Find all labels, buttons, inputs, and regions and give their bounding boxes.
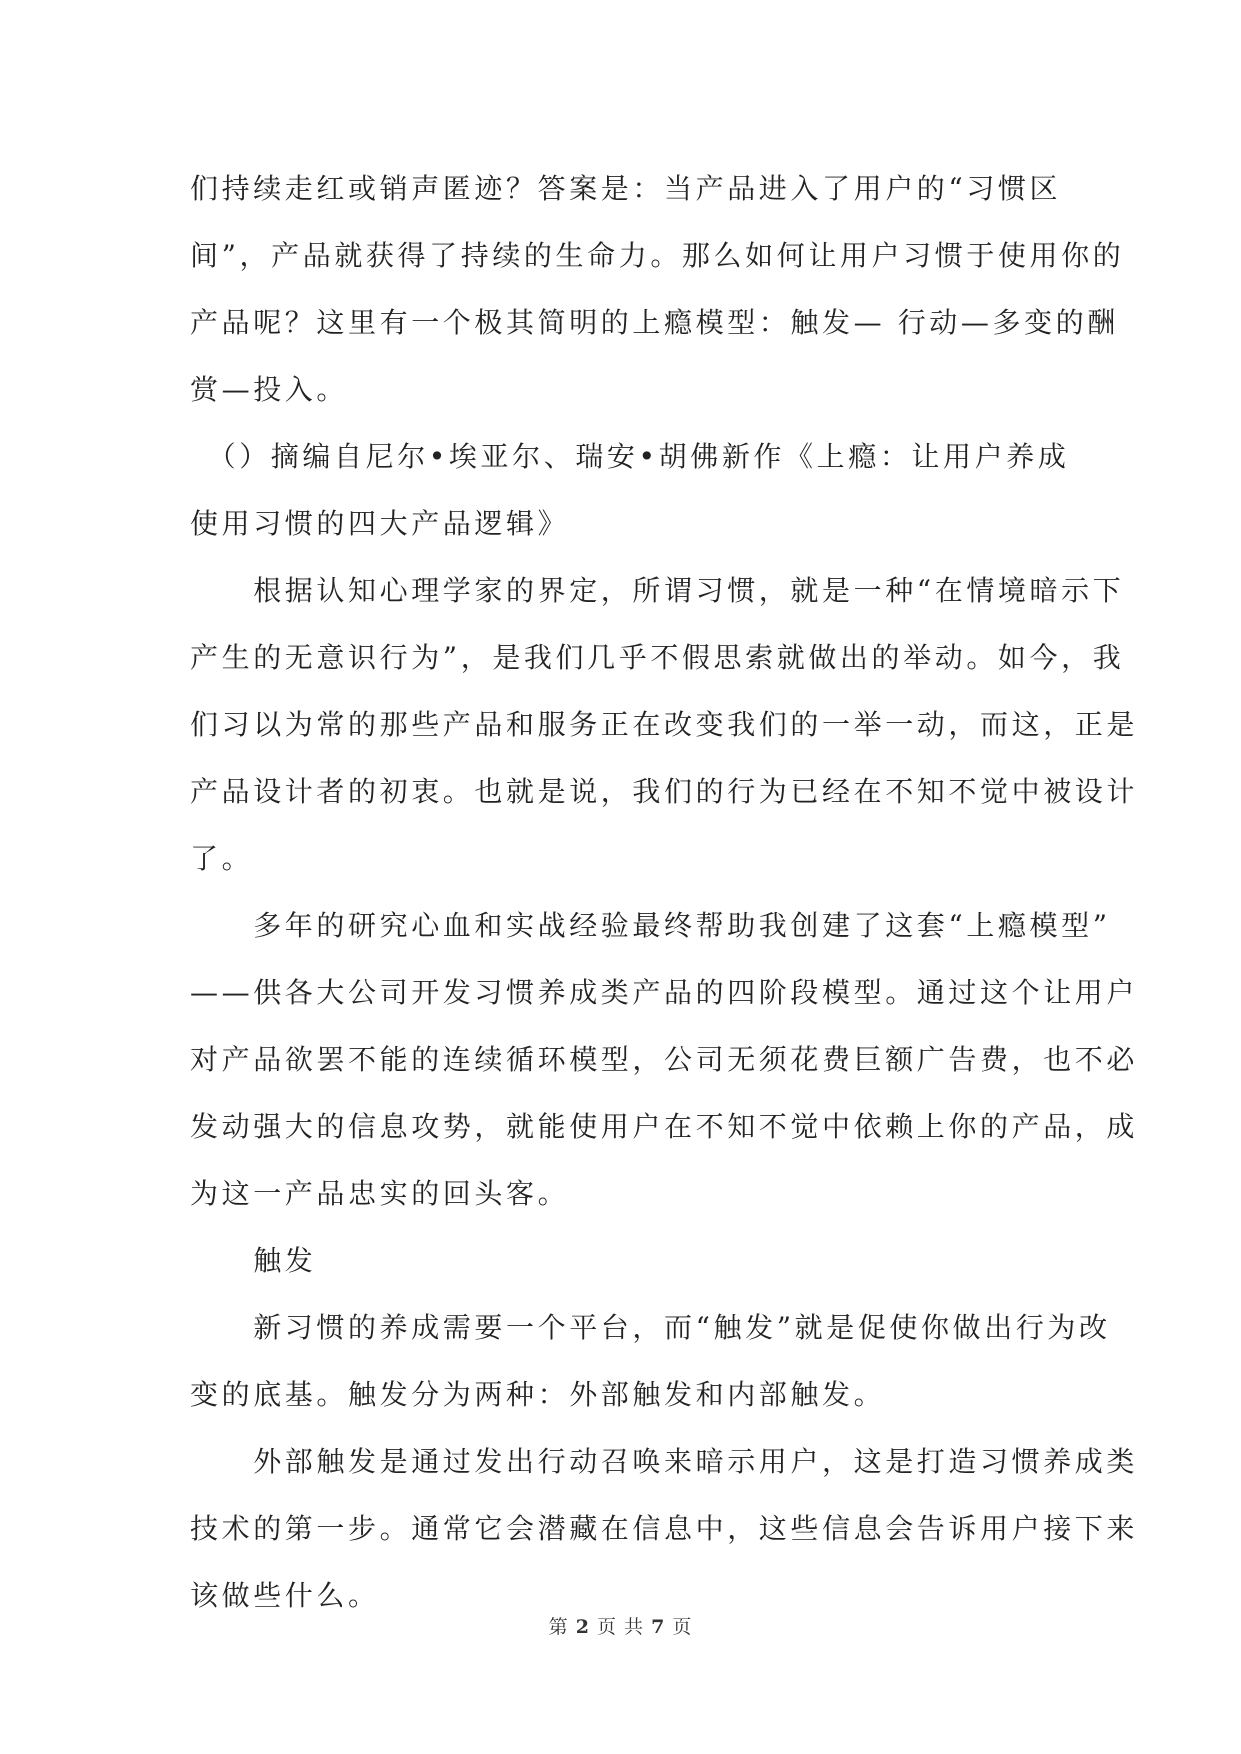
total-page-number: 7 (651, 1616, 666, 1638)
text-line: 使用习惯的四大产品逻辑》 (190, 507, 570, 540)
text-line: 产品呢？这里有一个极其简明的上瘾模型：触发— 行动—多变的酬 (190, 306, 1119, 339)
text-line: 间”，产品就获得了持续的生命力。那么如何让用户习惯于使用你的 (190, 239, 1125, 272)
text-line: 技术的第一步。通常它会潜藏在信息中，这些信息会告诉用户接下来 (190, 1512, 1139, 1545)
footer-prefix: 第 (548, 1616, 569, 1638)
text-line: 为这一产品忠实的回头客。 (190, 1177, 570, 1210)
text-line: 们持续走红或销声匿迹？答案是：当产品进入了用户的“习惯区 (190, 172, 1062, 205)
text-line: 外部触发是通过发出行动召唤来暗示用户，这是打造习惯养成类 (190, 1445, 1139, 1478)
text-line: 产生的无意识行为”，是我们几乎不假思索就做出的举动。如今，我 (190, 641, 1125, 674)
text-line: （）摘编自尼尔•埃亚尔、瑞安•胡佛新作《上瘾：让用户养成 (190, 440, 1070, 473)
page-footer (0, 1612, 1241, 1639)
text-line: ——供各大公司开发习惯养成类产品的四阶段模型。通过这个让用户 (190, 976, 1139, 1009)
text-line: 对产品欲罢不能的连续循环模型，公司无须花费巨额广告费，也不必 (190, 1043, 1139, 1076)
section-heading: 触发 (190, 1244, 317, 1277)
text-line: 多年的研究心血和实战经验最终帮助我创建了这套“上瘾模型” (190, 909, 1111, 942)
text-line: 产品设计者的初衷。也就是说，我们的行为已经在不知不觉中被设计 (190, 775, 1139, 808)
text-line: 新习惯的养成需要一个平台，而“触发”就是促使你做出行为改 (190, 1311, 1111, 1344)
text-line: 变的底基。触发分为两种：外部触发和内部触发。 (190, 1378, 886, 1411)
text-line: 该做些什么。 (190, 1579, 380, 1612)
text-line: 根据认知心理学家的界定，所谓习惯，就是一种“在情境暗示下 (190, 574, 1125, 607)
text-line: 了。 (190, 842, 254, 875)
document-body (190, 155, 1139, 1629)
text-line: 们习以为常的那些产品和服务正在改变我们的一举一动，而这，正是 (190, 708, 1139, 741)
current-page-number: 2 (575, 1616, 590, 1638)
footer-suffix: 页 (672, 1616, 693, 1638)
footer-middle: 页 共 (596, 1616, 645, 1638)
text-line: 发动强大的信息攻势，就能使用户在不知不觉中依赖上你的产品，成 (190, 1110, 1139, 1143)
text-line: 赏—投入。 (190, 373, 349, 406)
